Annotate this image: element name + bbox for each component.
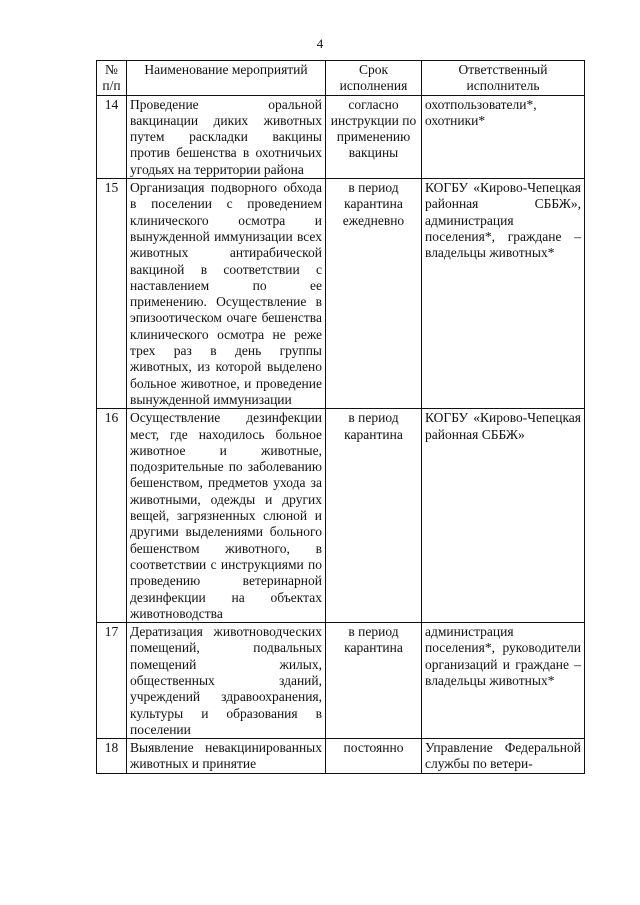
row-term: согласно инструкции по применению вакцины: [326, 95, 422, 178]
row-term: постоянно: [326, 739, 422, 774]
table-row: [97, 623, 585, 739]
row-name: Проведение оральной вакцинации диких животных путем раскладки вакцины против бешенства в охотничьих угодьях на территории района: [127, 95, 326, 178]
row-term: в период карантина: [326, 409, 422, 623]
row-num: 16: [97, 409, 127, 623]
row-responsible: КОГБУ «Кирово-Чепецкая районная СББЖ», администрация поселения*, граждане – владельцы животных*: [422, 179, 585, 409]
row-responsible: охотпользователи*, охотники*: [422, 95, 585, 178]
row-responsible: [422, 739, 585, 774]
row-name: Дератизация животноводческих помещений, подвальных помещений жилых, общественных зданий, учреждений здравоохранения, культуры и образования в поселении: [127, 623, 326, 739]
row-name-text: Выявление невакцинированных животных и принятие: [130, 740, 322, 772]
row-name: Осуществление дезинфекции мест, где находилось больное животное и животные, подозрительные по заболеванию бешенством, предметов ухода за животными, одежды и других вещей, загрязненных слюной и другими выделениями больного бешенством животного, в соответствии с инструкциями по проведению ветеринарной дезинфекции на объектах животноводства: [127, 409, 326, 623]
table-row: [97, 739, 585, 774]
row-term: в период карантина ежедневно: [326, 179, 422, 409]
row-responsible: администрация поселения*, руководители организаций и граждане – владельцы животных*: [422, 623, 585, 739]
row-num: 15: [97, 179, 127, 409]
header-num: № п/п: [97, 61, 127, 96]
row-responsible-text: Управление Федеральной службы по ветери-: [425, 740, 581, 772]
header-name: Наименование мероприятий: [127, 61, 326, 96]
table-row: [97, 409, 585, 623]
table-row: [97, 179, 585, 409]
row-num: 17: [97, 623, 127, 739]
header-responsible: Ответственный исполнитель: [422, 61, 585, 96]
measures-table: [96, 60, 585, 774]
page-number: 4: [316, 36, 324, 51]
row-num: 18: [97, 739, 127, 774]
header-term: Срок исполнения: [326, 61, 422, 96]
row-responsible: КОГБУ «Кирово-Чепецкая районная СББЖ»: [422, 409, 585, 623]
row-term: в период карантина: [326, 623, 422, 739]
table-header-row: [97, 61, 585, 96]
table-row: [97, 95, 585, 178]
row-num: 14: [97, 95, 127, 178]
row-name: [127, 739, 326, 774]
row-name: Организация подворного обхода в поселении с проведением клинического осмотра и вынужденной иммунизации всех животных антирабической вакциной в соответствии с наставлением по ее применению. Осуществление в эпизоотическом очаге бешенства клинического осмотра не реже трех раз в день группы животных, из которой выделено больное животное, и проведение вынужденной иммунизации: [127, 179, 326, 409]
